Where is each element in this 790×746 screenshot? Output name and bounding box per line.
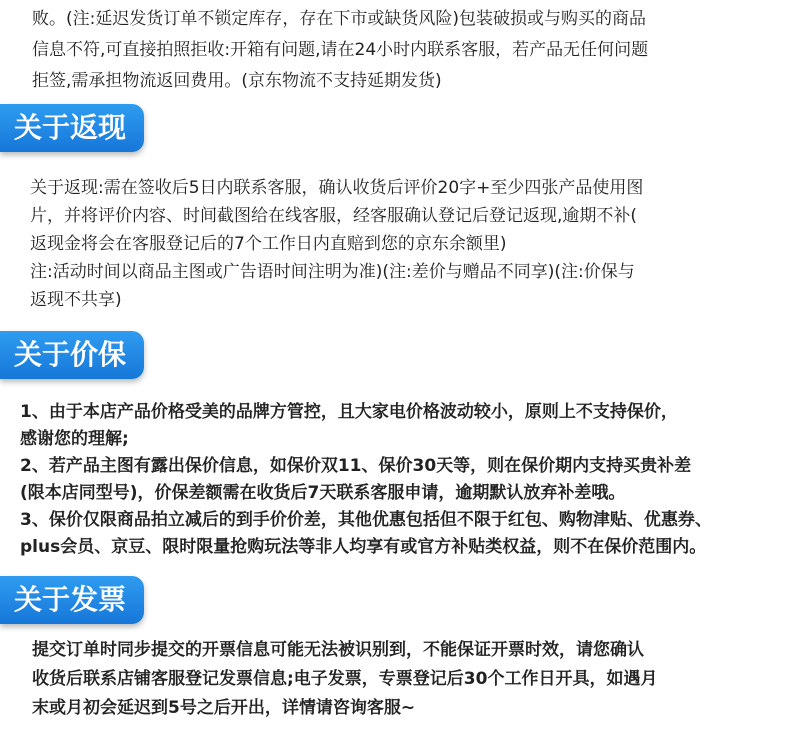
intro-paragraph — [32, 4, 648, 97]
price-protection-title-text: 关于价保 — [14, 338, 127, 371]
intro-line: 信息不符,可直接拍照拒收:开箱有问题,请在24小时内联系客服，若产品无任何问题 — [32, 40, 649, 60]
price-protection-section-title — [0, 331, 144, 379]
cashback-line: 片，并将评价内容、时间截图给在线客服，经客服确认登记后登记返现,逾期不补( — [30, 206, 638, 226]
invoice-line: 提交订单时同步提交的开票信息可能无法被识别到，不能保证开票时效，请您确认 — [32, 640, 644, 660]
invoice-section-title — [0, 576, 144, 624]
intro-line: 拒签,需承担物流返回费用。(京东物流不支持延期发货) — [32, 71, 442, 91]
price-protection-line: 感谢您的理解; — [20, 429, 129, 449]
cashback-line: 返现金将会在客服登记后的7个工作日内直赔到您的京东余额里) — [30, 234, 507, 254]
cashback-paragraph — [30, 174, 643, 314]
invoice-line: 末或月初会延迟到5号之后开出，详情请咨询客服~ — [32, 698, 416, 718]
invoice-line: 收货后联系店铺客服登记发票信息;电子发票，专票登记后30个工作日开具，如遇月 — [32, 669, 658, 689]
invoice-title-text: 关于发票 — [14, 583, 127, 616]
price-protection-paragraph — [20, 399, 712, 561]
price-protection-line: 3、保价仅限商品拍立减后的到手价价差，其他优惠包括但不限于红包、购物津贴、优惠券、 — [20, 510, 712, 530]
cashback-section-title — [0, 104, 144, 152]
cashback-line: 注:活动时间以商品主图或广告语时间注明为准)(注:差价与赠品不同享)(注:价保与 — [30, 262, 635, 282]
cashback-title-text: 关于返现 — [14, 111, 127, 144]
intro-line: 败。(注:延迟发货订单不锁定库存，存在下市或缺货风险)包装破损或与购买的商品 — [32, 9, 646, 29]
price-protection-line: (限本店同型号)，价保差额需在收货后7天联系客服申请，逾期默认放弃补差哦。 — [20, 483, 626, 503]
invoice-paragraph — [32, 636, 657, 723]
cashback-line: 关于返现:需在签收后5日内联系客服，确认收货后评价20字+至少四张产品使用图 — [30, 178, 644, 198]
price-protection-line: plus会员、京豆、限时限量抢购玩法等非人均享有或官方补贴类权益，则不在保价范围内。 — [20, 537, 707, 557]
price-protection-line: 1、由于本店产品价格受美的品牌方管控，且大家电价格波动较小，原则上不支持保价， — [20, 402, 678, 422]
price-protection-line: 2、若产品主图有露出保价信息，如保价双11、保价30天等，则在保价期内支持买贵补差 — [20, 456, 692, 476]
cashback-line: 返现不共享) — [30, 290, 122, 310]
